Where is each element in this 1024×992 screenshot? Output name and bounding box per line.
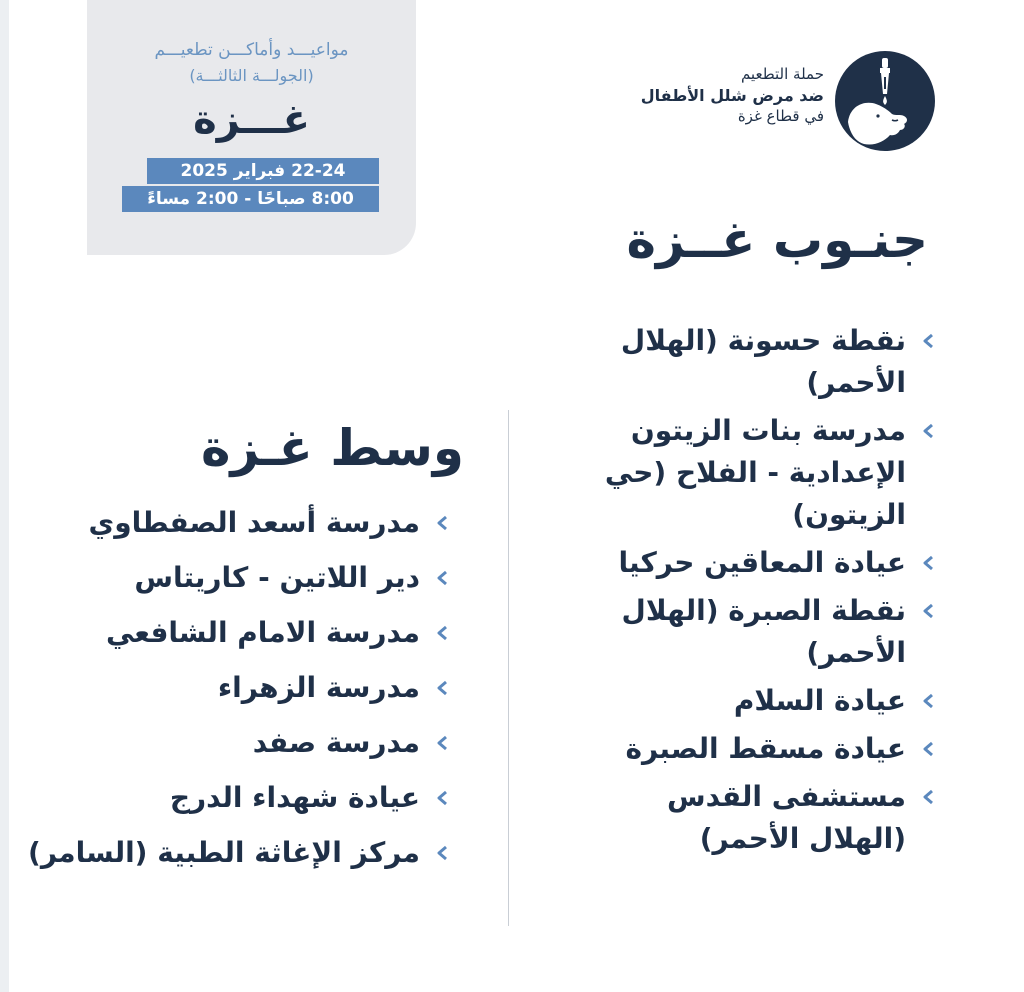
- chevron-left-icon: [918, 786, 940, 808]
- location-name: عيادة المعاقين حركيا: [618, 546, 906, 579]
- dates-band: 22-24 فبراير 2025: [147, 158, 379, 184]
- location-name: مدرسة أسعد الصفطاوي: [88, 506, 420, 539]
- central-gaza-title: وسط غـزة: [200, 419, 464, 477]
- location-name: نقطة الصبرة (الهلال الأحمر): [621, 594, 906, 669]
- city-name: غـــزة: [193, 97, 310, 143]
- chevron-left-icon: [432, 622, 454, 644]
- chevron-left-icon: [918, 738, 940, 760]
- list-item: [580, 776, 940, 860]
- location-name: عيادة السلام: [733, 684, 906, 717]
- list-item: [580, 410, 940, 536]
- list-item: [580, 320, 940, 404]
- location-name: عيادة مسقط الصبرة: [625, 732, 906, 765]
- chevron-left-icon: [918, 690, 940, 712]
- list-item: [28, 832, 454, 874]
- chevron-left-icon: [432, 512, 454, 534]
- chevron-left-icon: [918, 600, 940, 622]
- time-band: 8:00 صباحًا - 2:00 مساءً: [122, 186, 379, 212]
- list-item: [34, 502, 454, 544]
- location-name: دير اللاتين - كاريتاس: [134, 561, 420, 594]
- list-item: [34, 722, 454, 764]
- location-name: مدرسة بنات الزيتون الإعدادية - الفلاح (حي الزيتون): [604, 414, 906, 531]
- round-label: (الجولـــة الثالثـــة): [189, 66, 314, 85]
- chevron-left-icon: [918, 552, 940, 574]
- south-gaza-locations: [580, 320, 940, 866]
- chevron-left-icon: [918, 420, 940, 442]
- location-name: مركز الإغاثة الطبية (السامر): [28, 836, 420, 869]
- chevron-left-icon: [432, 842, 454, 864]
- campaign-line1: حملة التطعيم: [740, 65, 824, 83]
- campaign-line2: ضد مرض شلل الأطفال: [640, 86, 824, 105]
- location-name: مدرسة صفد: [252, 726, 420, 759]
- campaign-line3: في قطاع غزة: [737, 107, 824, 125]
- list-item: [34, 557, 454, 599]
- list-item: [34, 777, 454, 819]
- campaign-name: [564, 64, 824, 127]
- central-gaza-locations: [28, 502, 454, 887]
- list-item: [580, 542, 940, 584]
- list-item: [580, 728, 940, 770]
- chevron-left-icon: [432, 677, 454, 699]
- page-edge: [0, 0, 9, 992]
- location-name: نقطة حسونة (الهلال الأحمر): [620, 324, 906, 399]
- location-name: مدرسة الزهراء: [217, 671, 420, 704]
- vaccine-drop-child-icon: [834, 50, 936, 152]
- list-item: [34, 612, 454, 654]
- location-name: عيادة شهداء الدرج: [169, 781, 420, 814]
- chevron-left-icon: [918, 330, 940, 352]
- list-item: [34, 667, 454, 709]
- list-item: [580, 680, 940, 722]
- schedule-info-card: [87, 0, 416, 255]
- list-item: [580, 590, 940, 674]
- south-gaza-title: جنـوب غــزة: [626, 211, 928, 269]
- chevron-left-icon: [432, 567, 454, 589]
- column-divider: [508, 410, 509, 926]
- location-name: مدرسة الامام الشافعي: [105, 616, 420, 649]
- chevron-left-icon: [432, 732, 454, 754]
- chevron-left-icon: [432, 787, 454, 809]
- schedule-title: مواعيـــد وأماكـــن تطعيـــم: [154, 40, 349, 60]
- location-name: مستشفى القدس (الهلال الأحمر): [666, 780, 906, 855]
